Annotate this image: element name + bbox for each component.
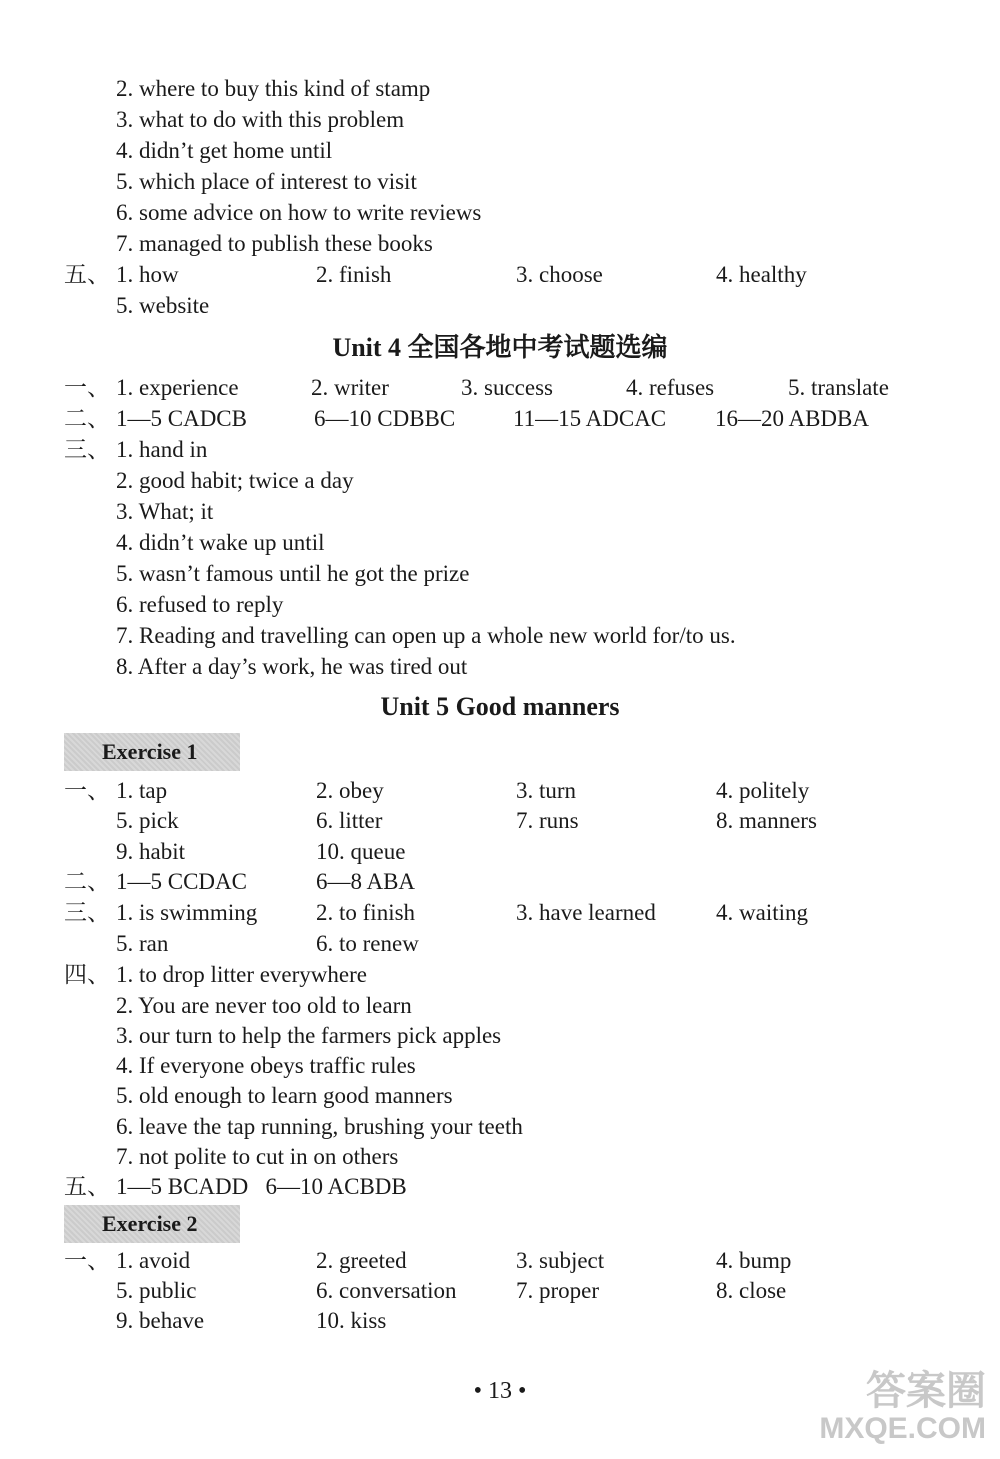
answer-cell: 3. turn (516, 778, 577, 803)
answer-line: 4. didn’t wake up until (116, 530, 325, 555)
answer-cell: 2. writer (311, 375, 389, 400)
answer-cell: 1. tap (116, 778, 168, 803)
answer-cell: 6. litter (316, 808, 383, 833)
watermark-line1: 答案圈 (866, 1369, 986, 1413)
answer-cell: 5. public (116, 1278, 197, 1303)
answer-cell: 2. obey (316, 778, 384, 803)
answer-line: 6. leave the tap running, brushing your teeth (116, 1114, 523, 1139)
section-label: 二、 (64, 406, 110, 431)
answer-cell: 9. habit (116, 839, 185, 864)
answer-cell: 4. politely (716, 778, 810, 803)
section-label: 五、 (64, 262, 110, 287)
answer-cell: 3. have learned (516, 900, 656, 925)
answer-cell: 1. how (116, 262, 179, 287)
answer-line: 7. Reading and travelling can open up a whole new world for/to us. (116, 623, 736, 648)
answer-cell: 8. close (716, 1278, 787, 1303)
answer-line: 8. After a day’s work, he was tired out (116, 654, 468, 679)
answer-line: 7. managed to publish these books (116, 231, 433, 256)
answer-cell: 10. queue (316, 839, 406, 864)
answer-cell: 4. healthy (716, 262, 807, 287)
section-label: 二、 (64, 869, 110, 894)
section-label: 四、 (64, 962, 110, 987)
answer-cell: 6—8 ABA (316, 869, 416, 894)
answer-cell: 8. manners (716, 808, 817, 833)
answer-line: 2. good habit; twice a day (116, 468, 354, 493)
exercise-2-badge: Exercise 2 (64, 1205, 240, 1243)
answer-line: 6. refused to reply (116, 592, 284, 617)
section-label: 五、 (64, 1174, 110, 1199)
watermark-line2: MXQE.COM (819, 1412, 986, 1445)
answer-cell: 4. refuses (626, 375, 715, 400)
answer-cell: 2. to finish (316, 900, 416, 925)
answer-cell: 4. bump (716, 1248, 792, 1273)
answer-line: 5. which place of interest to visit (116, 169, 417, 194)
section-label: 一、 (64, 778, 110, 803)
answer-line: 1. hand in (116, 437, 208, 462)
answer-cell: 1. is swimming (116, 900, 258, 925)
answer-cell: 1—5 CADCB (116, 406, 247, 431)
answer-line: 5. old enough to learn good manners (116, 1083, 453, 1108)
answer-cell: 7. runs (516, 808, 579, 833)
answer-line: 3. what to do with this problem (116, 107, 405, 132)
answer-cell: 2. greeted (316, 1248, 407, 1273)
page-number: • 13 • (473, 1378, 527, 1404)
answer-cell: 3. success (461, 375, 553, 400)
answer-cell: 6. conversation (316, 1278, 457, 1303)
unit4-title: Unit 4 全国各地中考试题选编 (332, 333, 668, 362)
answer-cell: 3. subject (516, 1248, 605, 1273)
answer-cell: 6. to renew (316, 931, 419, 956)
answer-cell: 4. waiting (716, 900, 808, 925)
answer-cell: 2. finish (316, 262, 392, 287)
answer-line: 1—5 BCADD 6—10 ACBDB (116, 1174, 407, 1199)
answer-cell: 1. experience (116, 375, 239, 400)
answer-line: 6. some advice on how to write reviews (116, 200, 482, 225)
answer-cell: 10. kiss (316, 1308, 387, 1333)
answer-cell: 1—5 CCDAC (116, 869, 247, 894)
section-label: 一、 (64, 375, 110, 400)
answer-cell: 3. choose (516, 262, 603, 287)
answer-cell: 5. translate (788, 375, 889, 400)
answer-line: 3. What; it (116, 499, 214, 524)
answer-line: 4. If everyone obeys traffic rules (116, 1053, 416, 1078)
section-label: 三、 (64, 900, 110, 925)
answer-cell: 6—10 CDBBC (314, 406, 456, 431)
answer-line: 5. wasn’t famous until he got the prize (116, 561, 470, 586)
unit5-title: Unit 5 Good manners (380, 692, 620, 721)
answer-line: 7. not polite to cut in on others (116, 1144, 399, 1169)
answer-line: 3. our turn to help the farmers pick apples (116, 1023, 502, 1048)
answer-line: 4. didn’t get home until (116, 138, 333, 163)
answer-cell: 9. behave (116, 1308, 205, 1333)
answer-line: 2. You are never too old to learn (116, 993, 412, 1018)
answer-cell: 16—20 ABDBA (715, 406, 869, 431)
answer-cell: 5. website (116, 293, 210, 318)
answer-line: 2. where to buy this kind of stamp (116, 76, 431, 101)
answer-cell: 7. proper (516, 1278, 600, 1303)
answer-cell: 1. avoid (116, 1248, 191, 1273)
answer-line: 1. to drop litter everywhere (116, 962, 367, 987)
section-label: 三、 (64, 437, 110, 462)
answer-cell: 11—15 ADCAC (513, 406, 667, 431)
answer-cell: 5. ran (116, 931, 169, 956)
answer-cell: 5. pick (116, 808, 179, 833)
watermark-logo (819, 1369, 986, 1445)
section-label: 一、 (64, 1248, 110, 1273)
exercise-1-badge: Exercise 1 (64, 733, 240, 771)
